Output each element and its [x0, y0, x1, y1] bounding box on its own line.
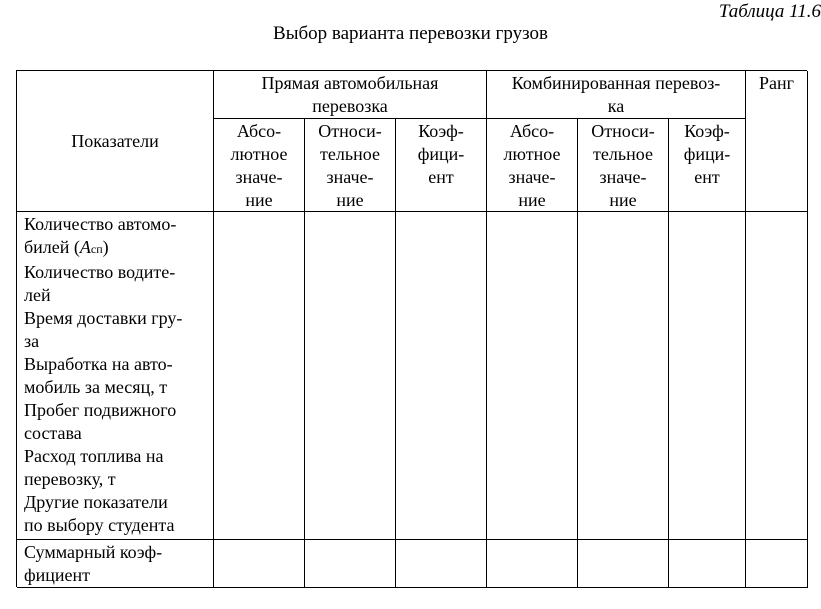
summary-cell: [669, 540, 746, 588]
subheader-combined-relative: Относи- тельное значе- ние: [578, 119, 669, 212]
summary-cell: [214, 540, 305, 588]
table-number: Таблица 11.6: [718, 1, 821, 22]
body-cell: [487, 212, 578, 540]
subheader-combined-coefficient: Коэф- фици- ент: [669, 119, 746, 212]
body-cell: [746, 212, 808, 540]
body-cell: [214, 212, 305, 540]
summary-cell: [487, 540, 578, 588]
summary-cell: [746, 540, 808, 588]
indicator-output-per-vehicle: Выработка на авто- мобиль за месяц, т: [24, 354, 173, 397]
summary-cell: [396, 540, 487, 588]
indicator-list: [17, 212, 214, 540]
indicator-drivers: Количество водите- лей: [24, 262, 176, 305]
indicator-fuel-consumption: Расход топлива на перевозку, т: [24, 446, 164, 489]
subheader-direct-relative: Относи- тельное значе- ние: [305, 119, 396, 212]
summary-cell: [305, 540, 396, 588]
indicator-rolling-stock-mileage: Пробег подвижного состава: [24, 400, 177, 443]
table-title: Выбор варианта перевозки грузов: [273, 23, 548, 44]
body-cell: [396, 212, 487, 540]
header-indicators: Показатели: [17, 71, 214, 212]
indicator-other: Другие показатели по выбору студента: [24, 492, 175, 535]
indicator-delivery-time: Время доставки гру- за: [24, 308, 183, 351]
body-cell: [305, 212, 396, 540]
header-direct-transport: Прямая автомобильная перевозка: [214, 71, 487, 119]
subheader-direct-absolute: Абсо- лютное значе- ние: [214, 119, 305, 212]
body-cell: [669, 212, 746, 540]
summary-cell: [578, 540, 669, 588]
body-cell: [578, 212, 669, 540]
indicator-vehicles: Количество автомо- билей (Асп): [24, 214, 177, 257]
subheader-direct-coefficient: Коэф- фици- ент: [396, 119, 487, 212]
transport-choice-table: [16, 70, 807, 587]
header-combined-transport: Комбинированная перевоз- ка: [487, 71, 746, 119]
subheader-combined-absolute: Абсо- лютное значе- ние: [487, 119, 578, 212]
summary-coefficient-label: Суммарный коэф- фициент: [17, 540, 214, 588]
header-rank: Ранг: [746, 71, 808, 212]
